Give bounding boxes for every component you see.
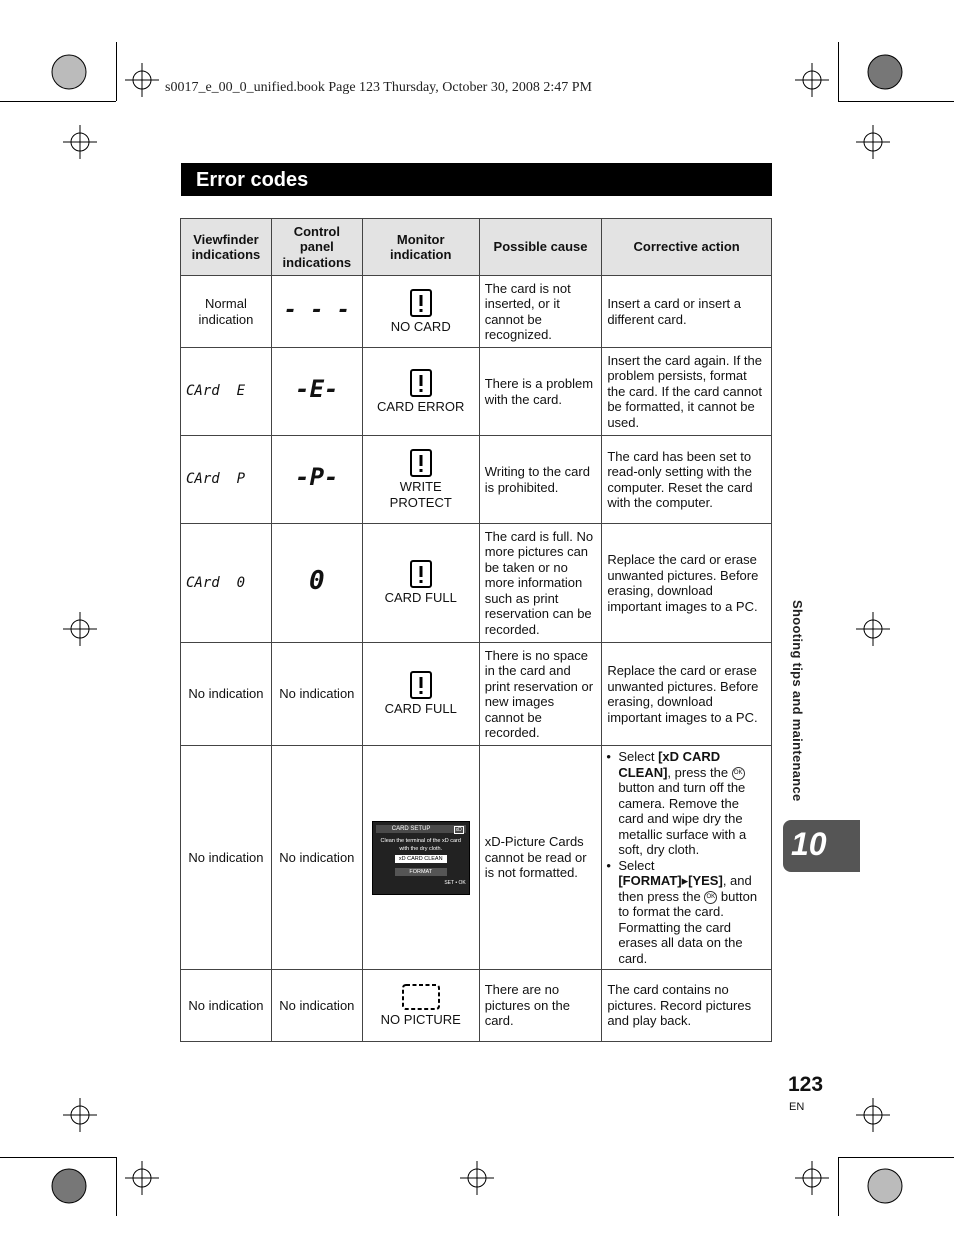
table-row [181,643,772,746]
viewfinder-cell: No indication [181,746,272,970]
lcd-indicator: - - - [283,297,350,323]
action-step: • Select [xD CARD CLEAN], press the OK button and turn off the camera. Remove the card and wipe dry the metallic surface with a soft, dry cloth. [606,749,766,858]
action-cell: Replace the card or erase unwanted pictures. Before erasing, download important images to a PC. [602,643,772,746]
card-setup-titlebar [376,825,466,833]
column-header: Viewfinder indications [181,219,272,276]
action-cell: The card has been set to read-only setting with the computer. Reset the card with the computer. [602,436,772,524]
column-header: Monitor indication [362,219,479,276]
cause-cell: xD-Picture Cards cannot be read or is not formatted. [479,746,602,970]
lcd-indicator: -P- [295,463,339,492]
file-header: s0017_e_00_0_unified.book Page 123 Thursday, October 30, 2008 2:47 PM [165,80,592,95]
card-warning-icon [410,369,432,397]
viewfinder-cell: No indication [181,643,272,746]
monitor-label: NO CARD [390,318,451,334]
viewfinder-cell [181,436,272,524]
panel-cell [271,436,362,524]
panel-cell: No indication [271,643,362,746]
column-header: Corrective action [602,219,772,276]
monitor-cell [362,746,479,970]
table-header-row [181,219,772,276]
format-option: FORMAT [395,868,447,876]
monitor-label: CARD FULL [384,590,457,606]
viewfinder-cell [181,524,272,643]
section-title-bar [181,163,772,196]
monitor-label: CARD FULL [384,701,457,717]
chapter-title: Shooting tips and maintenance [790,600,805,802]
card-setup-title: CARD SETUP [391,825,431,832]
viewfinder-cell [181,348,272,436]
cause-cell: The card is not inserted, or it cannot be recognized. [479,276,602,348]
cause-cell: There are no pictures on the card. [479,970,602,1042]
action-cell: Insert a card or insert a different card. [602,276,772,348]
action-cell: Replace the card or erase unwanted pictures. Before erasing, download important images to a PC. [602,524,772,643]
table-row [181,348,772,436]
xd-card-icon: xD [455,826,462,833]
card-warning-icon [410,449,432,477]
xd-card-clean-option: xD CARD CLEAN [395,855,447,863]
table-row [181,746,772,970]
card-warning-icon [410,560,432,588]
no-picture-icon [402,984,440,1010]
action-cell: The card contains no pictures. Record pictures and play back. [602,970,772,1042]
card-warning-icon [410,289,432,317]
language-label: EN [789,1101,805,1113]
card-setup-footer: SET • OK [444,880,466,886]
page-number: 123 [788,1073,824,1096]
monitor-cell [362,643,479,746]
ok-button-icon: OK [704,891,717,904]
panel-cell [271,524,362,643]
viewfinder-cell: Normal indication [181,276,272,348]
lcd-indicator: CArd 0 [186,574,246,591]
monitor-cell [362,436,479,524]
panel-cell: No indication [271,970,362,1042]
table-row [181,436,772,524]
monitor-cell [362,970,479,1042]
ok-button-icon: OK [732,767,745,780]
viewfinder-cell: No indication [181,970,272,1042]
panel-cell [271,276,362,348]
action-step: • Select [FORMAT]▸[YES], and then press the OK button to format the card. Formatting the card erases all data on the card. [606,858,766,967]
action-cell [602,746,772,970]
cause-cell: Writing to the card is prohibited. [479,436,602,524]
chapter-number: 10 [791,826,827,862]
cause-cell: There is a problem with the card. [479,348,602,436]
panel-cell: No indication [271,746,362,970]
monitor-label: CARD ERROR [377,398,465,414]
lcd-indicator: -E- [295,375,339,404]
error-codes-table [180,218,772,1042]
arrow-right-icon: ▸ [681,873,689,888]
table-row [181,970,772,1042]
monitor-label: NO PICTURE [380,1011,461,1027]
card-warning-icon [410,671,432,699]
lcd-indicator: CArd E [186,383,246,400]
monitor-cell [362,524,479,643]
card-setup-screen [372,821,470,895]
column-header: Control panel indications [271,219,362,276]
column-header: Possible cause [479,219,602,276]
monitor-cell [362,348,479,436]
cause-cell: There is no space in the card and print reservation or new images cannot be recorded. [479,643,602,746]
chapter-tab [783,820,860,872]
lcd-indicator: 0 [309,565,325,596]
table-row [181,524,772,643]
monitor-cell [362,276,479,348]
cause-cell: The card is full. No more pictures can be taken or no more information such as print reservation can be recorded. [479,524,602,643]
panel-cell [271,348,362,436]
monitor-label: WRITE PROTECT [389,479,452,510]
action-cell: Insert the card again. If the problem persists, format the card. If the card cannot be formatted, it cannot be used. [602,348,772,436]
card-setup-message: Clean the terminal of the xD card with the dry cloth. [380,837,461,852]
table-row [181,276,772,348]
lcd-indicator: CArd P [186,471,246,488]
section-title: Error codes [196,169,309,191]
